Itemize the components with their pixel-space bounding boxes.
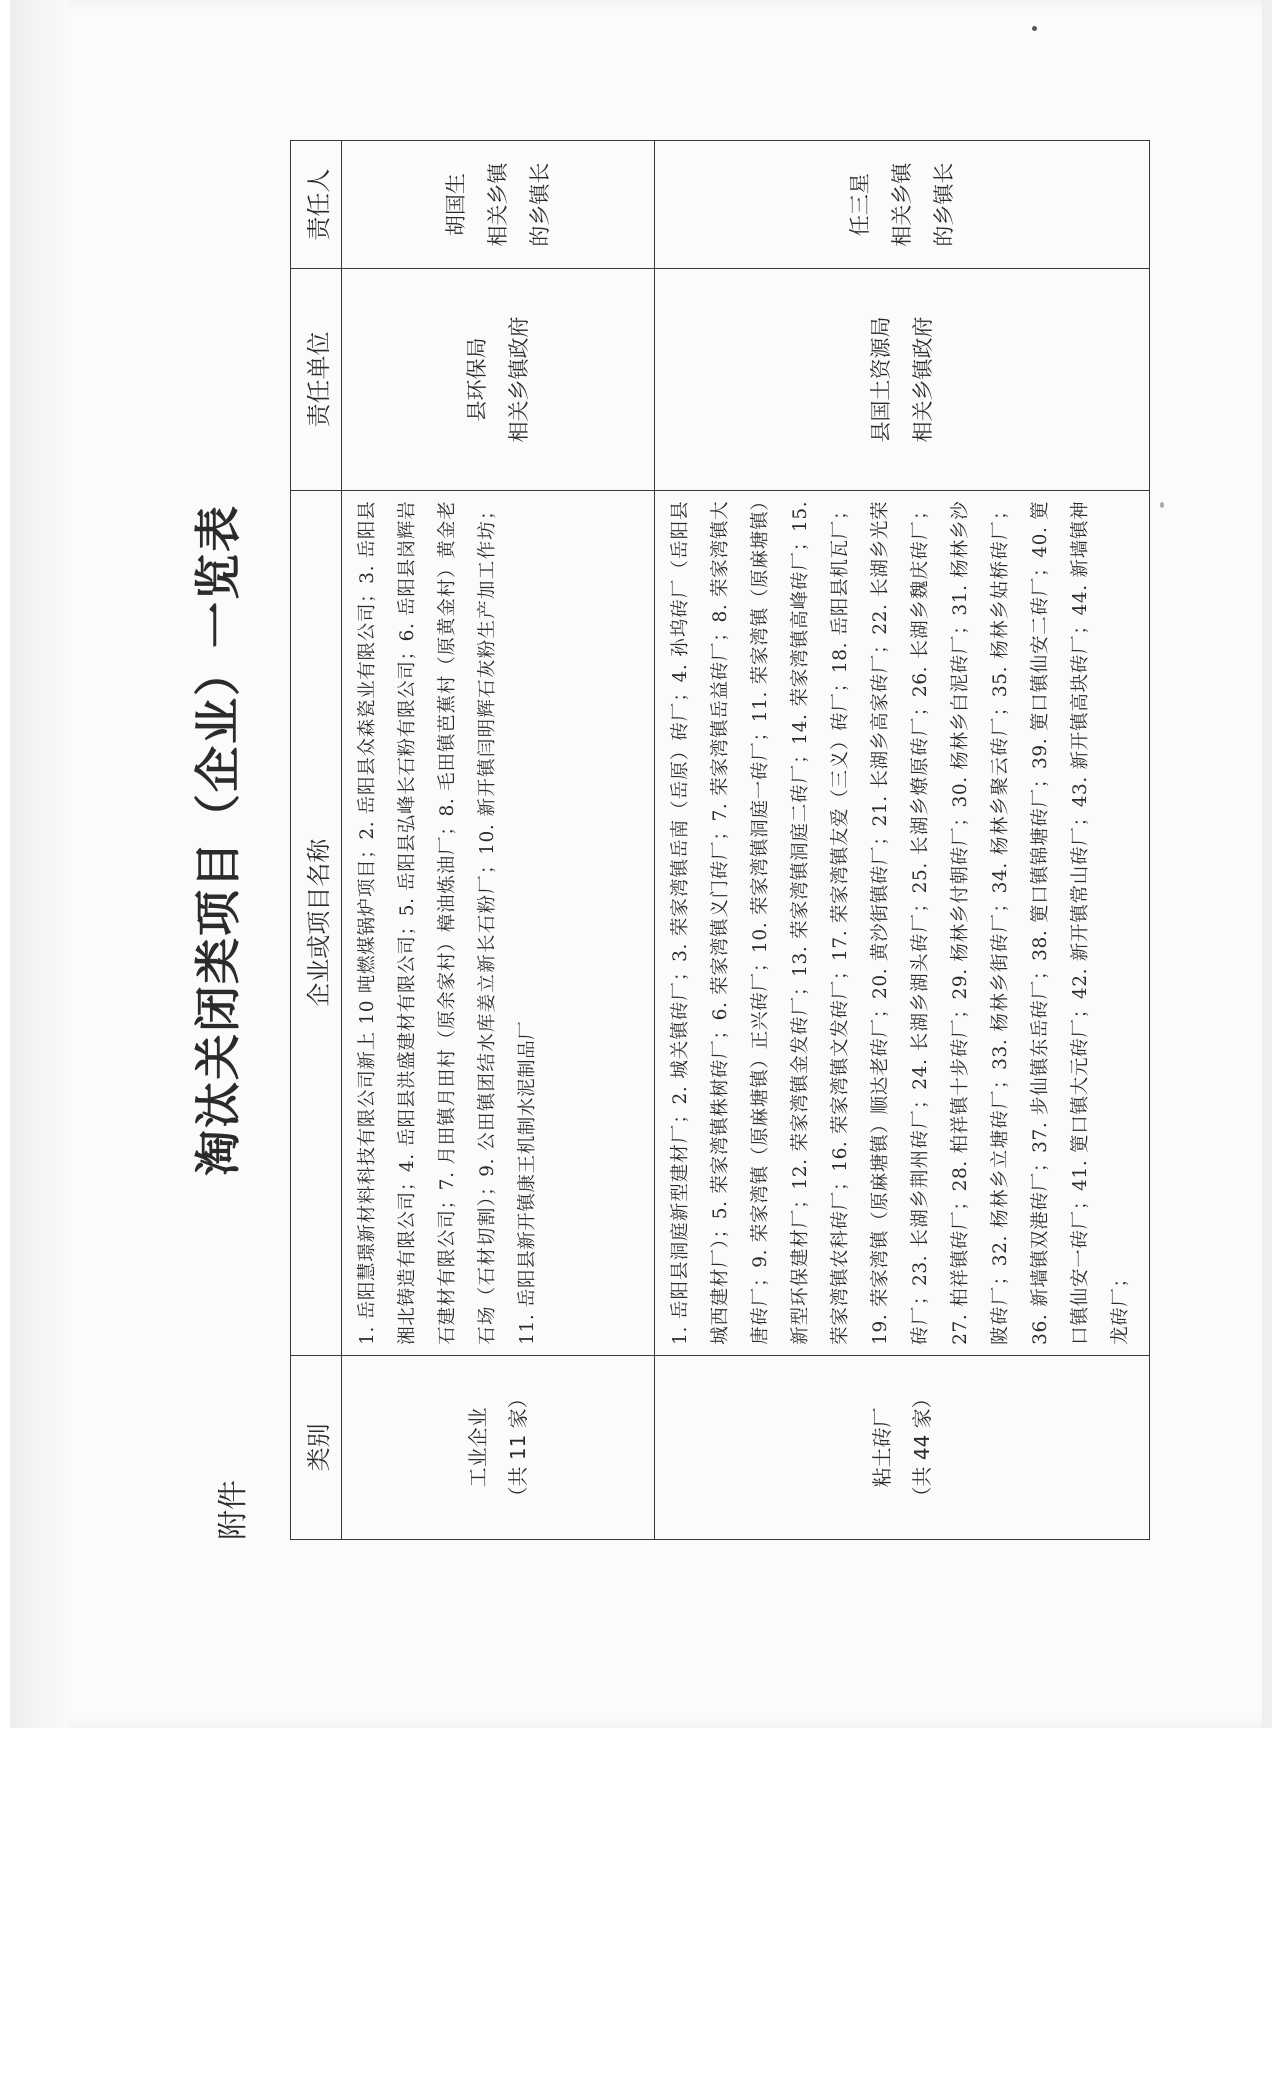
responsible-person: 胡国生 xyxy=(444,173,468,237)
responsible-unit-cell xyxy=(342,269,655,491)
responsible-person-cell xyxy=(342,141,655,269)
responsible-unit: 县国土资源局 xyxy=(869,316,893,443)
category-count: （共 11 家） xyxy=(506,1388,530,1507)
category-cell xyxy=(342,1355,655,1539)
enterprise-names: 1. 岳阳县洞庭新型建材厂；2. 城关镇砖厂；3. 荣家湾镇岳南（岳原）砖厂；4. 孙坞砖厂（岳阳县城西建材厂）；5. 荣家湾镇株树砖厂；6. 荣家湾镇义门砖厂；7. 荣家湾镇岳益砖厂；8. 荣家湾镇大唐砖厂；9. 荣家湾镇（原麻塘镇）正兴砖厂；10. 荣家湾镇洞庭一砖厂；11. 荣家湾镇（原麻塘镇）新型环保建材厂；12. 荣家湾镇金发砖厂；13. 荣家湾镇洞庭二砖厂；14. 荣家湾镇高峰砖厂；15. 荣家湾镇农科砖厂；16. 荣家湾镇文发砖厂；17. 荣家湾镇友爱（三义）砖厂；18. 岳阳县机瓦厂；19. 荣家湾镇（原麻塘镇）顺达老砖厂；20. 黄沙街镇砖厂；21. 长湖乡高家砖厂；22. 长湖乡光荣砖厂；23. 长湖乡荆州砖厂；24. 长湖乡湖头砖厂；25. 长湖乡燎原砖厂；26. 长湖乡魏庆砖厂；27. 柏祥镇砖厂；28. 柏祥镇十步砖厂；29. 杨林乡付朝砖厂；30. 杨林乡白泥砖厂；31. 杨林乡沙陂砖厂；32. 杨林乡立塘砖厂；33. 杨林乡街砖厂；34. 杨林乡聚云砖厂；35. 杨林乡姑桥砖厂；36. 新墙镇双港砖厂；37. 步仙镇东岳砖厂；38. 筻口镇锦塘砖厂；39. 筻口镇仙安二砖厂；40. 筻口镇仙安一砖厂；41. 筻口镇大元砖厂；42. 新开镇常山砖厂；43. 新开镇高块砖厂；44. 新墙镇神龙砖厂； xyxy=(655,490,1150,1355)
header-names: 企业或项目名称 xyxy=(291,490,342,1355)
category-count: （共 44 家） xyxy=(910,1388,934,1507)
scan-shadow-left xyxy=(10,0,68,1728)
header-person: 责任人 xyxy=(291,141,342,269)
category-cell xyxy=(655,1355,1150,1539)
responsible-person: 任三星 xyxy=(848,173,872,237)
responsible-unit-secondary: 相关乡镇政府 xyxy=(911,316,935,443)
table-header-row xyxy=(291,141,342,1540)
responsible-person-tertiary: 的乡镇长 xyxy=(932,162,956,247)
header-unit: 责任单位 xyxy=(291,269,342,491)
scan-speck xyxy=(1032,26,1037,31)
appendix-label: 附件 xyxy=(216,1480,251,1540)
scan-shadow-right xyxy=(1262,0,1272,1728)
responsible-unit-cell xyxy=(655,269,1150,491)
responsible-person-secondary: 相关乡镇 xyxy=(890,162,914,247)
closure-projects-table xyxy=(290,140,1150,1540)
responsible-unit-secondary: 相关乡镇政府 xyxy=(507,316,531,443)
responsible-person-tertiary: 的乡镇长 xyxy=(528,162,552,247)
enterprise-names: 1. 岳阳慧璟新材料科技有限公司新上 10 吨燃煤锅炉项目；2. 岳阳县众森瓷业有限公司；3. 岳阳县湘北铸造有限公司；4. 岳阳县洪盛建材有限公司；5. 岳阳县弘峰长石粉有限公司；6. 岳阳县岗辉岩石建材有限公司；7. 月田镇月田村（原余家村）樟油炼油厂；8. 毛田镇芭蕉村（原黄金村）黄金老石场（石材切割）；9. 公田镇团结水库姜立新长石粉厂；10. 新开镇闫明辉石灰粉生产加工作坊；11. 岳阳县新开镇康王机制水泥制品厂 xyxy=(342,490,655,1355)
header-category: 类别 xyxy=(291,1355,342,1539)
table-row xyxy=(342,141,655,1540)
scan-speck xyxy=(1160,502,1164,508)
responsible-person-cell xyxy=(655,141,1150,269)
responsible-person-secondary: 相关乡镇 xyxy=(486,162,510,247)
scanned-page xyxy=(10,0,1272,1728)
table-row xyxy=(655,141,1150,1540)
responsible-unit: 县环保局 xyxy=(465,337,489,422)
category-name: 粘土砖厂 xyxy=(870,1407,894,1488)
rotated-document xyxy=(190,140,1131,1540)
document-title: 淘汰关闭类项目（企业）一览表 xyxy=(191,504,245,1176)
category-name: 工业企业 xyxy=(466,1407,490,1488)
